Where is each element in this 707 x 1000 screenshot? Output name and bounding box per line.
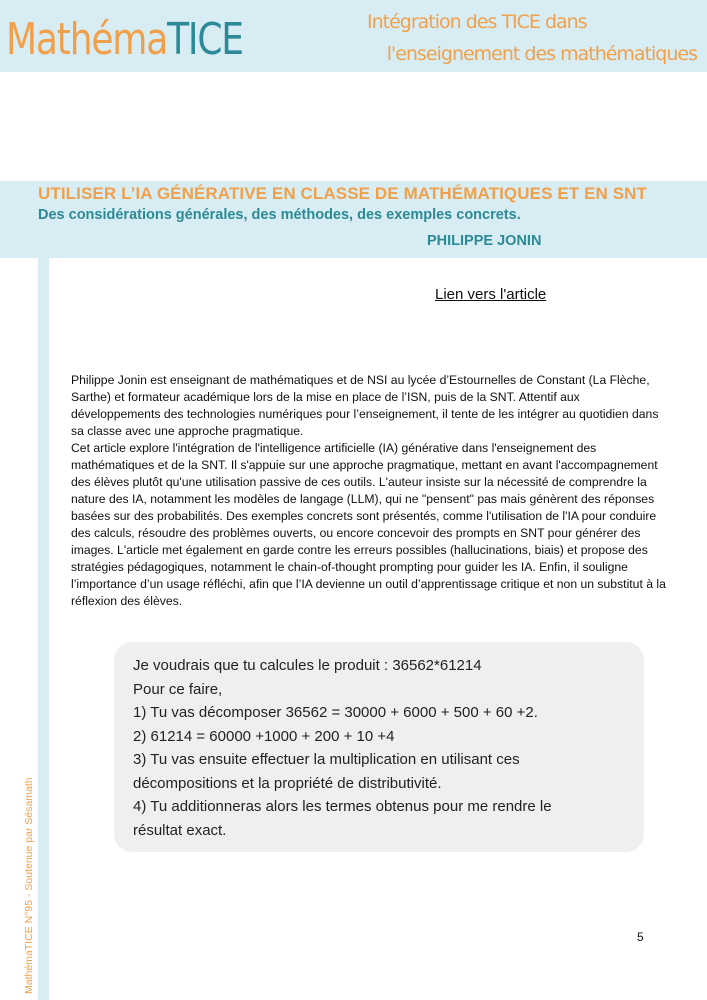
logo-text-part2: TICE <box>167 14 243 65</box>
article-link[interactable]: Lien vers l'article <box>435 286 547 303</box>
article-body <box>71 372 671 610</box>
side-bar <box>38 258 49 1000</box>
prompt-line: résultat exact. <box>133 821 227 839</box>
header-tagline <box>367 6 697 70</box>
header-band <box>0 0 707 72</box>
logo-text-part1: Mathéma <box>6 14 168 65</box>
tagline-line2: l'enseignement des mathématiques <box>386 43 697 65</box>
page-number: 5 <box>637 930 644 944</box>
tagline-line1-start: Intégration des <box>367 11 502 33</box>
prompt-line: décompositions et la propriété de distributivité. <box>133 774 442 792</box>
mathematice-logo[interactable] <box>6 10 243 70</box>
prompt-example-text <box>133 654 633 842</box>
tagline-line1-accent: TICE <box>501 11 540 33</box>
prompt-line: Pour ce faire, <box>133 680 223 698</box>
side-label: MathémaTICE N°95 - Soutenue par Sésamath <box>23 777 35 994</box>
article-author: PHILIPPE JONIN <box>427 233 542 249</box>
article-subtitle: Des considérations générales, des méthodes, des exemples concrets. <box>38 207 521 223</box>
tagline-line1 <box>367 6 697 38</box>
tagline-line1-end: dans <box>539 11 587 33</box>
prompt-line: 3) Tu vas ensuite effectuer la multiplication en utilisant ces <box>133 751 520 768</box>
paragraph-summary: Cet article explore l'intégration de l'intelligence artificielle (IA) générative dans l'enseignement des mathématiques et de la SNT. Il s'appuie sur une approche pragmatique, mettant en avant l'accompagnement des élèves plutôt qu'une utilisation passive de ces outils. L'auteur insiste sur la nécessité de comprendre la nature des IA, notamment les modèles de langage (LLM), qui ne "pensent" pas mais génèrent des réponses basées sur des probabilités. Des exemples concrets sont présentés, comme l'utilisation de l'IA pour conduire des calculs, résoudre des problèmes ouverts, ou encore concevoir des prompts en SNT pour générer des images. L'article met également en garde contre les erreurs possibles (hallucinations, biais) et propose des stratégies pédagogiques, notamment le chain-of-thought prompting pour guider les IA. Enfin, il souligne l’importance d’un usage réfléchi, afin que l’IA devienne un outil d’apprentissage critique et non un substitut à la réflexion des élèves. <box>71 441 666 608</box>
paragraph-author-bio: Philippe Jonin est enseignant de mathématiques et de NSI au lycée d’Estournelles de Constant (La Flèche, Sarthe) et formateur académique lors de la mise en place de l’ISN, puis de la SNT. Attentif aux développements des technologies numériques pour l’enseignement, il tente de les intégrer au quotidien dans sa classe avec une approche pragmatique. <box>71 373 659 438</box>
prompt-line: 4) Tu additionneras alors les termes obtenus pour me rendre le <box>133 798 552 815</box>
prompt-line: 1) Tu vas décomposer 36562 = 30000 + 6000 + 500 + 60 +2. <box>133 704 538 721</box>
prompt-line: Je voudrais que tu calcules le produit : 36562*61214 <box>133 657 482 674</box>
prompt-example-box <box>114 642 644 852</box>
prompt-line: 2) 61214 = 60000 +1000 + 200 + 10 +4 <box>133 727 395 745</box>
article-title: UTILISER L’IA GÉNÉRATIVE EN CLASSE DE MATHÉMATIQUES ET EN SNT <box>38 184 648 203</box>
title-band <box>0 181 707 258</box>
